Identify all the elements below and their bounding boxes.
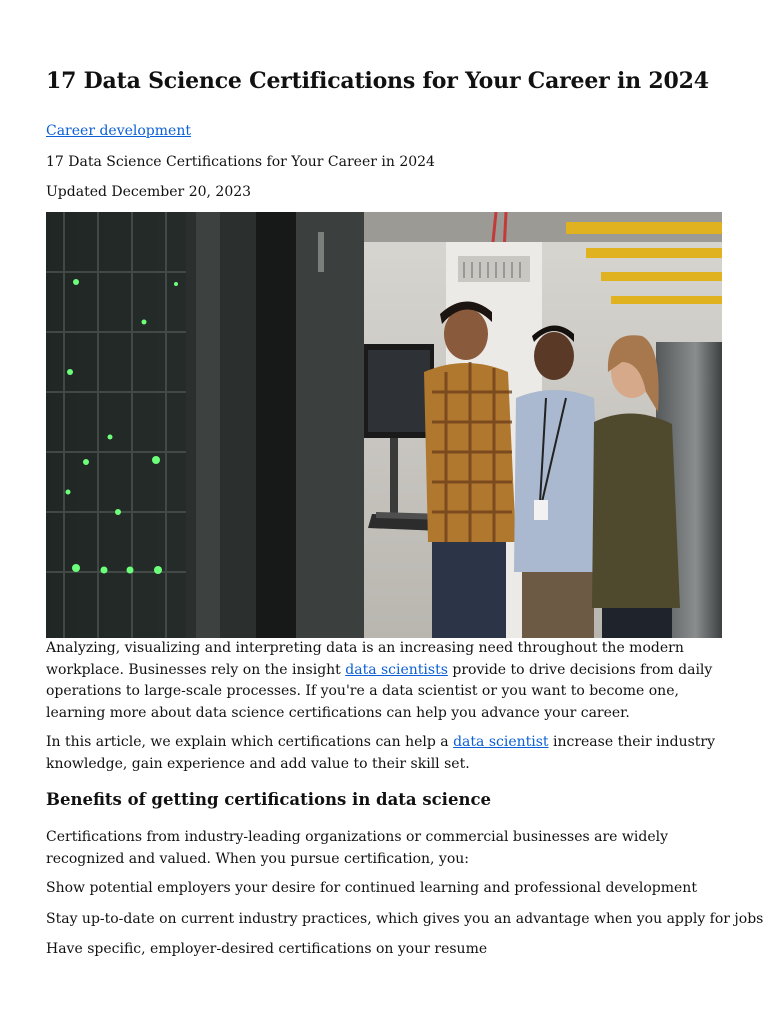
server-room-photo [46, 212, 722, 638]
benefit-item: Have specific, employer-desired certifications on your resume [46, 941, 488, 957]
data-scientists-link[interactable]: data scientists [345, 661, 448, 678]
intro-paragraph-2 [46, 732, 736, 775]
benefit-item: Show potential employers your desire for continued learning and professional development [46, 880, 697, 896]
data-scientist-link[interactable]: data scientist [453, 734, 549, 750]
category-link[interactable]: Career development [46, 123, 191, 139]
benefits-heading: Benefits of getting certifications in data science [46, 790, 491, 809]
benefits-intro: Certifications from industry-leading organizations or commercial businesses are widely recognized and valued. When you pursue certification, you: [46, 829, 669, 867]
benefit-item: Stay up-to-date on current industry practices, which gives you an advantage when you apply for jobs [46, 911, 764, 927]
intro-p1-text-a: Analyzing, visualizing and interpreting data is an increasing need throughout the modern workplace. Businesses rely on the insight [46, 640, 684, 678]
article-title: 17 Data Science Certifications for Your Career in 2024 [46, 68, 709, 94]
updated-date: Updated December 20, 2023 [46, 184, 252, 200]
intro-p2-text-a: In this article, we explain which certifications can help a [46, 734, 454, 750]
article-subtitle: 17 Data Science Certifications for Your Career in 2024 [46, 154, 435, 170]
intro-p1-text-b: provide to drive decisions from daily operations to large-scale processes. If you're a data scientist or you want to become one, learning more about data science certifications can help you advance your career. [46, 661, 713, 721]
intro-paragraph-1 [46, 638, 736, 724]
hero-image [46, 212, 722, 638]
intro-p2-text-b: increase their industry knowledge, gain experience and add value to their skill set. [46, 734, 716, 772]
